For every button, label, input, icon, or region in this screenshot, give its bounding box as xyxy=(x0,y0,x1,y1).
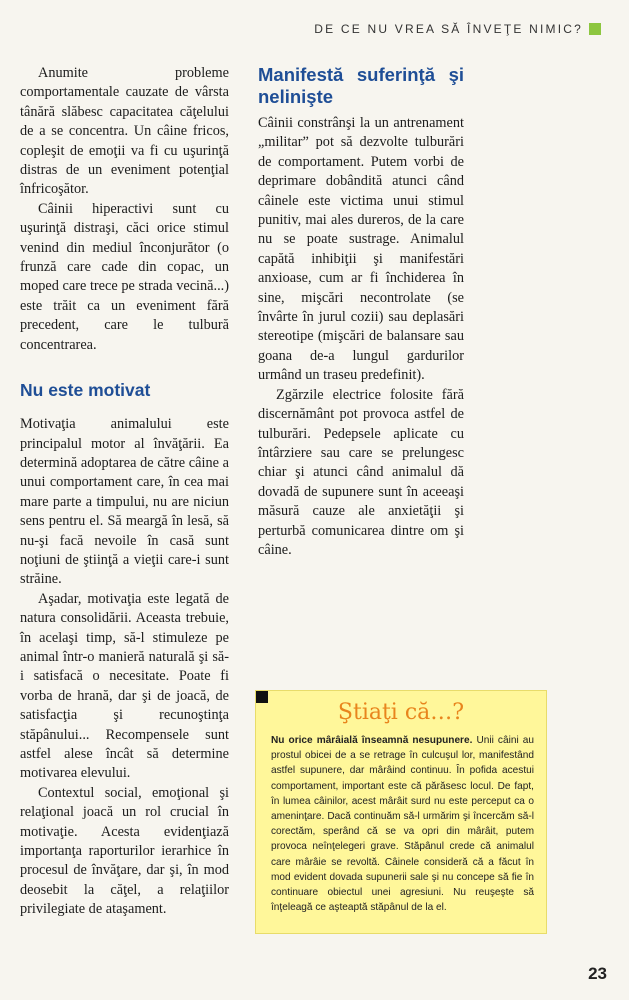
paragraph: Motivaţia animalului este principalul motor al învăţării. Ea determină adoptarea de către câine a unui comportament care, în cea mai mare parte a timpului, nu are niciun sens pentru el. Să meargă în lesă, să nu-şi facă nevoile în casă sunt noţiuni de ştiinţă a vieţii care-i sunt străine. xyxy=(20,416,229,588)
left-column xyxy=(20,64,229,920)
paragraph: Câinii hiperactivi sunt cu uşurinţă distraşi, căci orice stimul venind din mediul înconjurător (o frunză care cade din copac, un moped care trece pe strada vecină...) este trăit ca un eveniment fără precedent, care le tulbură concentrarea. xyxy=(20,200,229,353)
did-you-know-title: Ştiaţi că…? xyxy=(337,700,465,725)
page-number: 23 xyxy=(588,964,607,983)
did-you-know-box xyxy=(255,690,547,934)
paragraph: Zgărzile electrice folosite fără discernământ pot provoca astfel de tulburări. Pedepsele aplicate cu întârziere sau care se prelungesc chiar şi atunci când animalul dă dovadă de supunere sunt în aceeaşi măsură cauze ale anxietăţii şi perturbă comunicarea dintre om şi câine. xyxy=(258,386,464,558)
did-you-know-body: Unii câini au prostul obicei de a se retrage în culcuşul lor, manifestând astfel supunere, dar mârâind continuu. În pofida acestui comportament, important este că părăsesc locul. De fapt, în lumea câinilor, acest mârâit surd nu este perceput ca o ameninţare. Dacă continuăm să-l urmărim şi încercăm să-l corectăm, sperând că se va opri din mârâit, putem provoca neînţelegeri grave. Stăpânul crede că animalul care mârâie se revoltă. Câinele consideră că a făcut în mod evident dovada supunerii sale şi nu concepe să fie în continuare obiectul unei agresiuni. Nu reuşeşte să înţeleagă ce aşteaptă stăpânul de la el. xyxy=(271,735,534,914)
green-square-icon xyxy=(589,23,601,35)
running-header xyxy=(0,20,629,40)
paragraph: Câinii constrânşi la un antrenament „militar” pot să dezvolte tulburări de comportament. Putem vorbi de deprimare dobândită atunci când câinele este victima unui stimul punitiv, mai ales dureros, de la care nu se poate sustrage. Animalul capătă inhibiţii şi manifestări anxioase, cum ar fi închiderea în sine, mişcări necontrolate (se învârte în jurul cozii) sau deplasări stereotipe (mişcări de balansare sau goana de-a lungul gardurilor urmând un traseu predefinit). xyxy=(258,115,464,384)
running-header-title: DE CE NU VREA SĂ ÎNVEŢE NIMIC? xyxy=(314,22,583,36)
right-column xyxy=(258,64,464,560)
paragraph: Aşadar, motivaţia este legată de natura consolidării. Aceasta trebuie, în acelaşi timp, să-l stimuleze pe animal într-o manieră naturală şi să-i satisfacă o necesitate. Poate fi vorba de hrană, dar şi de joacă, de satisfacţia şi recunoştinţa stăpânului... Recompensele sunt astfel alese încât să determine motivarea elevului. xyxy=(20,590,229,782)
paragraph: Anumite probleme comportamentale cauzate de vârsta tânără slăbesc capacitatea căţelului de a se concentra. Un câine fricos, copleşit de emoţii va fi cu uşurinţă distras de un eveniment potenţial înfricoşător. xyxy=(20,65,229,198)
black-square-icon xyxy=(256,691,268,703)
paragraph: Contextul social, emoţional şi relaţional joacă un rol crucial în motivaţie. Acesta evidenţiază importanţa raporturilor ierarhice în procesul de învăţare, dar şi, în mod deosebit la căţel, a relaţiilor privilegiate de ataşament. xyxy=(20,784,229,918)
section-heading-not-motivated: Nu este motivat xyxy=(20,380,151,401)
section-heading-suffering: Manifestă suferinţă şi nelinişte xyxy=(258,64,464,107)
did-you-know-text xyxy=(271,733,534,915)
did-you-know-lead: Nu orice mârâială înseamnă nesupunere. xyxy=(271,735,473,746)
